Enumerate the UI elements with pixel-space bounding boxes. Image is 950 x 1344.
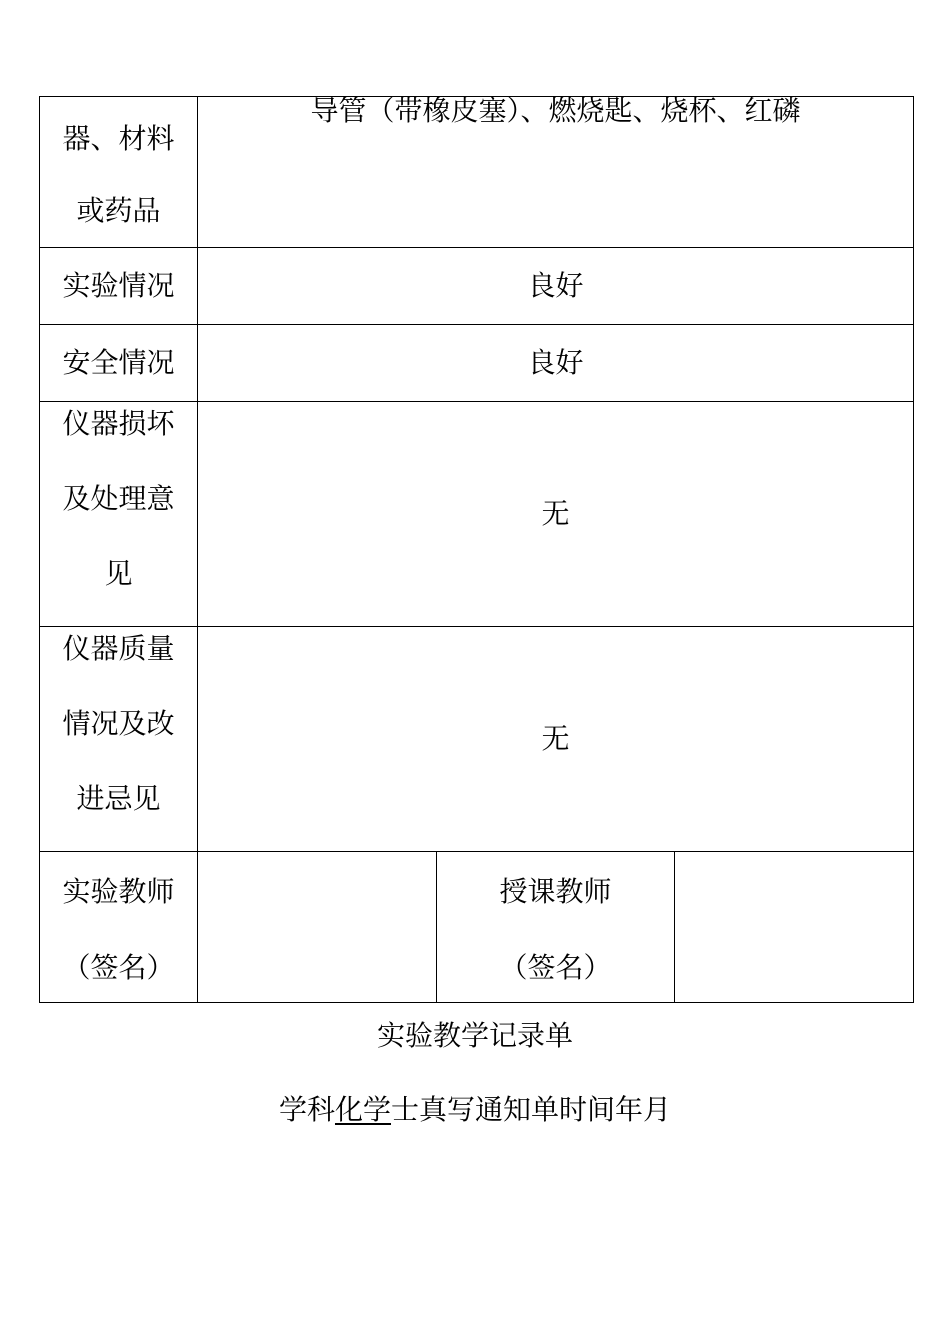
materials-value-cell bbox=[198, 94, 914, 248]
damage-label-line-1: 仪器损坏 bbox=[62, 407, 175, 440]
quality-value: 无 bbox=[198, 627, 914, 852]
course-teacher-signature-field[interactable] bbox=[675, 852, 914, 1003]
course-teacher-label-line-2: （签名） bbox=[499, 951, 612, 984]
materials-label-cell bbox=[40, 97, 198, 248]
subject-prefix: 学科 bbox=[278, 1093, 335, 1126]
experiment-status-value: 良好 bbox=[198, 248, 914, 325]
damage-label-line-2: 及处理意 bbox=[62, 482, 175, 515]
experiment-status-row bbox=[40, 248, 914, 325]
quality-label-line-3: 进忌见 bbox=[76, 782, 161, 815]
materials-value: 导管（带橡皮塞）、燃烧匙、烧杯、红磷 bbox=[310, 94, 801, 127]
materials-label-line-2: 或药品 bbox=[76, 194, 161, 227]
damage-label-line-3: 见 bbox=[104, 557, 133, 590]
lab-teacher-label-line-2: （签名） bbox=[62, 951, 175, 984]
course-teacher-label-cell bbox=[436, 852, 675, 1003]
damage-value: 无 bbox=[198, 402, 914, 627]
quality-label-line-2: 情况及改 bbox=[62, 707, 175, 740]
lab-teacher-label-line-1: 实验教师 bbox=[62, 875, 175, 908]
document-title: 实验教学记录单 bbox=[376, 1019, 573, 1052]
lab-teacher-signature-field[interactable] bbox=[198, 852, 437, 1003]
materials-label-line-1: 器、材料 bbox=[62, 122, 175, 155]
safety-status-row bbox=[40, 325, 914, 402]
subject-value: 化学 bbox=[334, 1093, 391, 1126]
subject-rest: 士真写通知单时间年月 bbox=[391, 1093, 672, 1126]
experiment-status-label: 实验情况 bbox=[40, 248, 198, 325]
materials-row bbox=[40, 97, 914, 248]
quality-label-line-1: 仪器质量 bbox=[62, 632, 175, 665]
quality-row bbox=[40, 627, 914, 852]
damage-row bbox=[40, 402, 914, 627]
signatures-row bbox=[40, 852, 914, 1003]
safety-status-value: 良好 bbox=[198, 325, 914, 402]
quality-label-cell bbox=[40, 627, 198, 852]
course-teacher-label-line-1: 授课教师 bbox=[499, 875, 612, 908]
subject-line bbox=[0, 1093, 950, 1126]
experiment-record-table bbox=[39, 96, 914, 1003]
damage-label-cell bbox=[40, 402, 198, 627]
safety-status-label: 安全情况 bbox=[40, 325, 198, 402]
lab-teacher-label-cell bbox=[40, 852, 198, 1003]
